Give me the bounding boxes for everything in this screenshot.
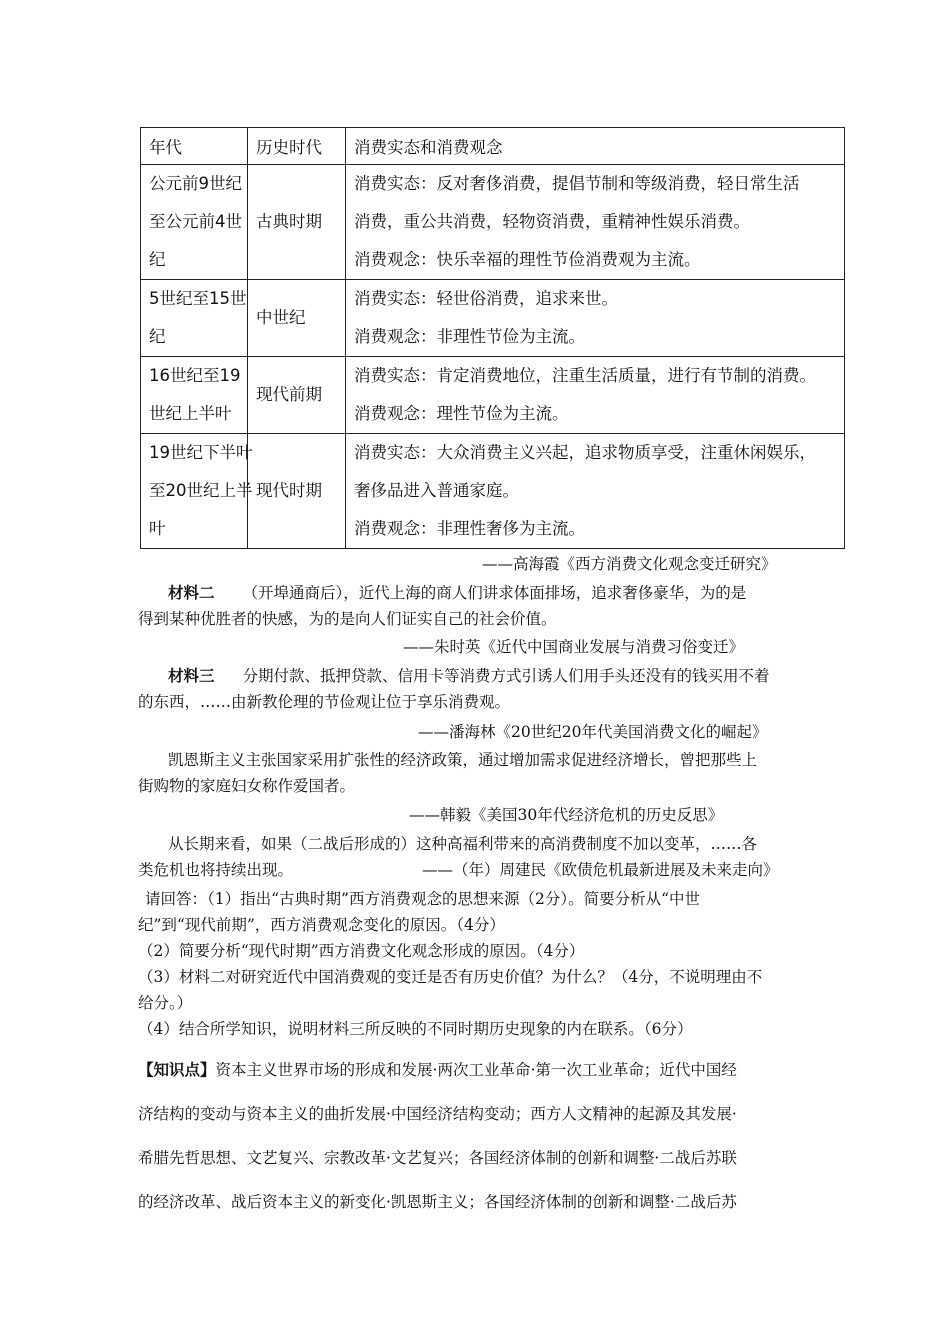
question-two: （2）简要分析“现代时期”西方消费文化观念形成的原因。（4分）: [138, 942, 585, 960]
era-cell: 古典时期: [248, 165, 346, 280]
description-cell: [346, 434, 845, 549]
question-four: （4）结合所学知识，说明材料三所反映的不同时期历史现象的内在联系。（6分）: [138, 1020, 693, 1038]
period-line: 5世纪至15世: [149, 289, 247, 308]
header-era: 历史时代: [248, 128, 346, 165]
era-cell: 现代时期: [248, 434, 346, 549]
question-three-line: 给分。）: [138, 994, 193, 1012]
welfare-line: 类危机也将持续出现。: [138, 861, 294, 879]
table-row: [141, 357, 845, 434]
material-three-source-one: ——潘海林《20世纪20年代美国消费文化的崛起》: [418, 723, 768, 741]
period-line: 至20世纪上半: [149, 481, 253, 500]
welfare-line: 从长期来看，如果（二战后形成的）这种高福利带来的高消费制度不加以变革，……各: [168, 835, 758, 853]
knowledge-line: 济结构的变动与资本主义的曲折发展·中国经济结构变动；西方人文精神的起源及其发展·: [138, 1105, 737, 1123]
description-line: 消费，重公共消费，轻物资消费，重精神性娱乐消费。: [354, 212, 750, 231]
knowledge-line: 资本主义世界市场的形成和发展·两次工业革命·第一次工业革命；近代中国经: [215, 1061, 737, 1079]
table-row: [141, 165, 845, 280]
material-three-source-three: ——（年）周建民《欧债危机最新进展及未来走向》: [422, 861, 779, 879]
table-row: [141, 280, 845, 357]
description-line: 消费实态：大众消费主义兴起，追求物质享受，注重休闲娱乐，: [354, 443, 816, 462]
question-three-line: （3）材料二对研究近代中国消费观的变迁是否有历史价值？为什么？（4分，不说明理由不: [138, 968, 763, 986]
description-cell: [346, 357, 845, 434]
description-line: 消费观念：非理性节俭为主流。: [354, 327, 585, 346]
header-period: 年代: [141, 128, 248, 165]
keynes-paragraph: [138, 747, 850, 799]
era-cell: 现代前期: [248, 357, 346, 434]
period-line: 19世纪下半叶: [149, 443, 253, 462]
material-two-label: 材料二: [168, 583, 215, 602]
period-line: 世纪上半叶: [149, 404, 232, 423]
period-line: 至公元前4世: [149, 212, 242, 231]
period-line: 纪: [149, 250, 166, 269]
description-line: 消费实态：反对奢侈消费，提倡节制和等级消费，轻日常生活: [354, 174, 800, 193]
knowledge-points: [138, 1048, 828, 1224]
consumption-history-table: [140, 127, 845, 549]
table-header-row: [141, 128, 845, 165]
knowledge-line: 的经济改革、战后资本主义的新变化·凯恩斯主义；各国经济体制的创新和调整·二战后苏: [138, 1193, 737, 1211]
table-source-citation: ——高海霞《西方消费文化观念变迁研究》: [482, 555, 777, 573]
period-cell: [141, 357, 248, 434]
keynes-line: 凯恩斯主义主张国家采用扩张性的经济政策，通过增加需求促进经济增长，曾把那些上: [168, 751, 758, 769]
material-three-label: 材料三: [168, 666, 215, 685]
material-two-source: ——朱时英《近代中国商业发展与消费习俗变迁》: [403, 638, 745, 656]
period-line: 叶: [149, 519, 166, 538]
description-cell: [346, 280, 845, 357]
keynes-line: 街购物的家庭妇女称作爱国者。: [138, 777, 356, 795]
description-line: 消费观念：理性节俭为主流。: [354, 404, 569, 423]
question-one-line: 请回答：（1）指出“古典时期”西方消费观念的思想来源（2分）。简要分析从“中世: [145, 890, 700, 908]
description-line: 消费观念：快乐幸福的理性节俭消费观为主流。: [354, 250, 701, 269]
period-cell: [141, 165, 248, 280]
question-block: [138, 886, 850, 1042]
period-line: 纪: [149, 327, 166, 346]
period-cell: [141, 280, 248, 357]
material-three-line: 分期付款、抵押贷款、信用卡等消费方式引诱人们用手头还没有的钱买用不着: [242, 667, 770, 685]
header-consumption: 消费实态和消费观念: [346, 128, 845, 165]
material-two-paragraph: [138, 580, 850, 632]
era-cell: 中世纪: [248, 280, 346, 357]
material-three-line: 的东西，……由新教伦理的节俭观让位于享乐消费观。: [138, 693, 511, 711]
table-row: [141, 434, 845, 549]
period-cell: [141, 434, 253, 549]
period-line: 公元前9世纪: [149, 174, 242, 193]
knowledge-label: 【知识点】: [138, 1060, 216, 1079]
material-two-line: （开埠通商后），近代上海的商人们讲求体面排场，追求奢侈豪华，为的是: [242, 584, 747, 602]
description-line: 消费实态：轻世俗消费，追求来世。: [354, 289, 618, 308]
material-three-paragraph: [138, 663, 850, 715]
material-three-source-two: ——韩毅《美国30年代经济危机的历史反思》: [409, 806, 724, 824]
description-line: 消费实态：肯定消费地位，注重生活质量，进行有节制的消费。: [354, 366, 816, 385]
question-one-line: 纪”到“现代前期”，西方消费观念变化的原因。（4分）: [138, 916, 505, 934]
period-line: 16世纪至19: [149, 366, 241, 385]
description-line: 消费观念：非理性奢侈为主流。: [354, 519, 585, 538]
material-two-line: 得到某种优胜者的快感，为的是向人们证实自己的社会价值。: [138, 610, 557, 628]
description-line: 奢侈品进入普通家庭。: [354, 481, 519, 500]
description-cell: [346, 165, 845, 280]
knowledge-line: 希腊先哲思想、文艺复兴、宗教改革·文艺复兴；各国经济体制的创新和调整·二战后苏联: [138, 1149, 737, 1167]
